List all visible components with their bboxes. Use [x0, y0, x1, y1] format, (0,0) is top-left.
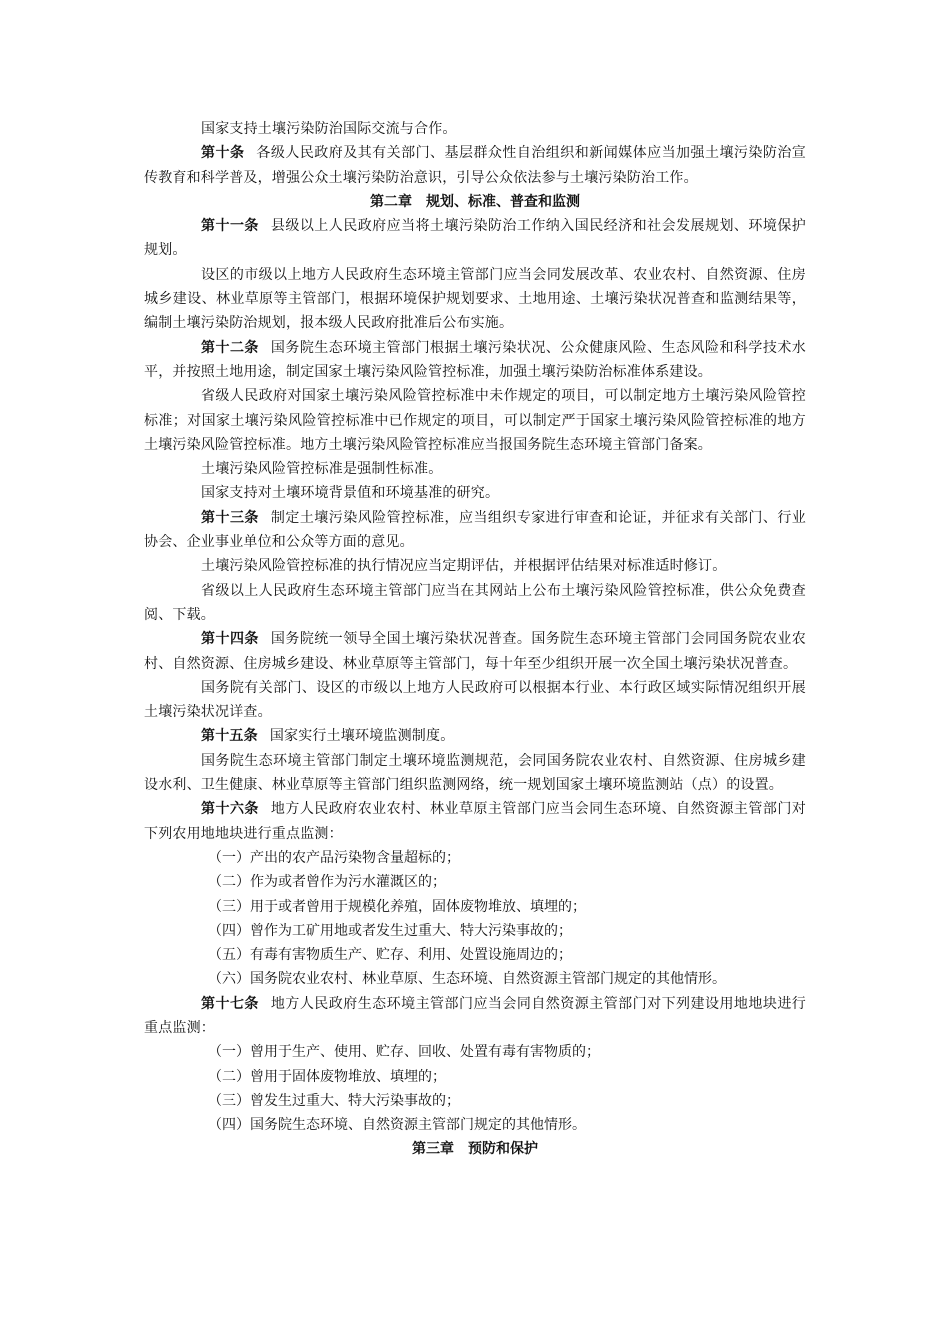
list-item: （四）曾作为工矿用地或者发生过重大、特大污染事故的；: [208, 922, 572, 939]
paragraph-text: 各级人民政府及其有关部门、基层群众性自治组织和新闻媒体应当加强土壤污染防治宣传教育和科学普及，增强公众土壤污染防治意识，引导公众依法参与土壤污染防治工作。: [144, 145, 806, 186]
paragraph-text: 地方人民政府生态环境主管部门应当会同自然资源主管部门对下列建设用地地块进行重点监测：: [144, 995, 806, 1036]
chapter-heading: [144, 1137, 806, 1161]
list-item: （五）有毒有害物质生产、贮存、利用、处置设施周边的；: [208, 947, 572, 964]
article-number: 第十三条: [201, 509, 259, 526]
chapter-number: 第二章: [370, 193, 412, 210]
list-item: （六）国务院农业农村、林业草原、生态环境、自然资源主管部门规定的其他情形。: [208, 971, 726, 988]
paragraph-text: 国家支持土壤污染防治国际交流与合作。: [201, 121, 457, 137]
paragraph: [144, 263, 806, 336]
chapter-heading: [144, 190, 806, 214]
article-number: 第十七条: [201, 995, 259, 1012]
paragraph: [144, 481, 806, 505]
paragraph: [144, 676, 806, 725]
list-item: （一）曾用于生产、使用、贮存、回收、处置有毒有害物质的；: [208, 1044, 600, 1061]
article-number: 第十条: [201, 145, 245, 162]
article-paragraph: [144, 797, 806, 846]
article-paragraph: [144, 992, 806, 1041]
article-number: 第十五条: [201, 728, 258, 745]
paragraph: [144, 384, 806, 457]
article-number: 第十一条: [201, 218, 259, 235]
article-paragraph: [144, 724, 806, 748]
paragraph-text: 土壤污染风险管控标准的执行情况应当定期评估，并根据评估结果对标准适时修订。: [201, 558, 727, 575]
paragraph: [144, 117, 806, 141]
chapter-title: 预防和保护: [468, 1141, 538, 1158]
paragraph-text: 地方人民政府农业农村、林业草原主管部门应当会同生态环境、自然资源主管部门对下列农用地地块进行重点监测：: [144, 801, 806, 842]
paragraph: [144, 749, 806, 798]
paragraph-text: 国务院有关部门、设区的市级以上地方人民政府可以根据本行业、本行政区域实际情况组织开展土壤污染状况详查。: [144, 679, 806, 721]
list-item: （四）国务院生态环境、自然资源主管部门规定的其他情形。: [208, 1117, 586, 1134]
paragraph-text: 制定土壤污染风险管控标准，应当组织专家进行审查和论证，并征求有关部门、行业协会、企业事业单位和公众等方面的意见。: [144, 509, 806, 551]
paragraph-text: 省级人民政府对国家土壤污染风险管控标准中未作规定的项目，可以制定地方土壤污染风险管控标准；对国家土壤污染风险管控标准中已作规定的项目，可以制定严于国家土壤污染风险管控标准的地方土壤污染风险管控标准。地方土壤污染风险管控标准应当报国务院生态环境主管部门备案。: [144, 388, 806, 453]
paragraph-text: 国务院生态环境主管部门制定土壤环境监测规范，会同国务院农业农村、自然资源、住房城乡建设水利、卫生健康、林业草原等主管部门组织监测网络，统一规划国家土壤环境监测站（点）的设置。: [144, 752, 806, 794]
paragraph-text: 县级以上人民政府应当将土壤污染防治工作纳入国民经济和社会发展规划、环境保护规划。: [144, 218, 806, 259]
paragraph-text: 土壤污染风险管控标准是强制性标准。: [201, 461, 443, 478]
paragraph: [144, 579, 806, 628]
paragraph: [144, 457, 806, 481]
paragraph-text: 国家实行土壤环境监测制度。: [269, 728, 455, 745]
list-item: （一）产出的农产品污染物含量超标的；: [208, 849, 460, 866]
article-paragraph: [144, 141, 806, 190]
article-number: 第十六条: [201, 801, 259, 818]
paragraph: [144, 554, 806, 578]
list-item: （二）曾用于固体废物堆放、填埋的；: [208, 1068, 446, 1085]
article-number: 第十二条: [201, 339, 259, 356]
paragraph-text: 国家支持对土壤环境背景值和环境基准的研究。: [201, 485, 500, 502]
article-paragraph: [144, 627, 806, 676]
paragraph-text: 国务院统一领导全国土壤污染状况普查。国务院生态环境主管部门会同国务院农业农村、自然资源、住房城乡建设、林业草原等主管部门，每十年至少组织开展一次全国土壤污染状况普查。: [144, 631, 806, 672]
article-paragraph: [144, 214, 806, 263]
article-number: 第十四条: [201, 631, 259, 648]
list-item: （三）用于或者曾用于规模化养殖，固体废物堆放、填埋的；: [208, 898, 586, 915]
article-paragraph: [144, 336, 806, 385]
paragraph-text: 省级以上人民政府生态环境主管部门应当在其网站上公布土壤污染风险管控标准，供公众免费查阅、下载。: [144, 582, 806, 623]
document-body: [144, 117, 806, 1162]
paragraph-text: 国务院生态环境主管部门根据土壤污染状况、公众健康风险、生态风险和科学技术水平，并按照土地用途，制定国家土壤污染风险管控标准，加强土壤污染防治标准体系建设。: [144, 339, 806, 380]
list-item: （二）作为或者曾作为污水灌溉区的；: [208, 874, 446, 891]
list-item: （三）曾发生过重大、特大污染事故的；: [208, 1092, 460, 1109]
article-paragraph: [144, 506, 806, 555]
chapter-title: 规划、标准、普查和监测: [426, 193, 580, 210]
paragraph-text: 设区的市级以上地方人民政府生态环境主管部门应当会同发展改革、农业农村、自然资源、住房城乡建设、林业草原等主管部门，根据环境保护规划要求、土地用途、土壤污染状况普查和监测结果等，编制土壤污染防治规划，报本级人民政府批准后公布实施。: [144, 266, 806, 332]
chapter-number: 第三章: [412, 1141, 454, 1158]
